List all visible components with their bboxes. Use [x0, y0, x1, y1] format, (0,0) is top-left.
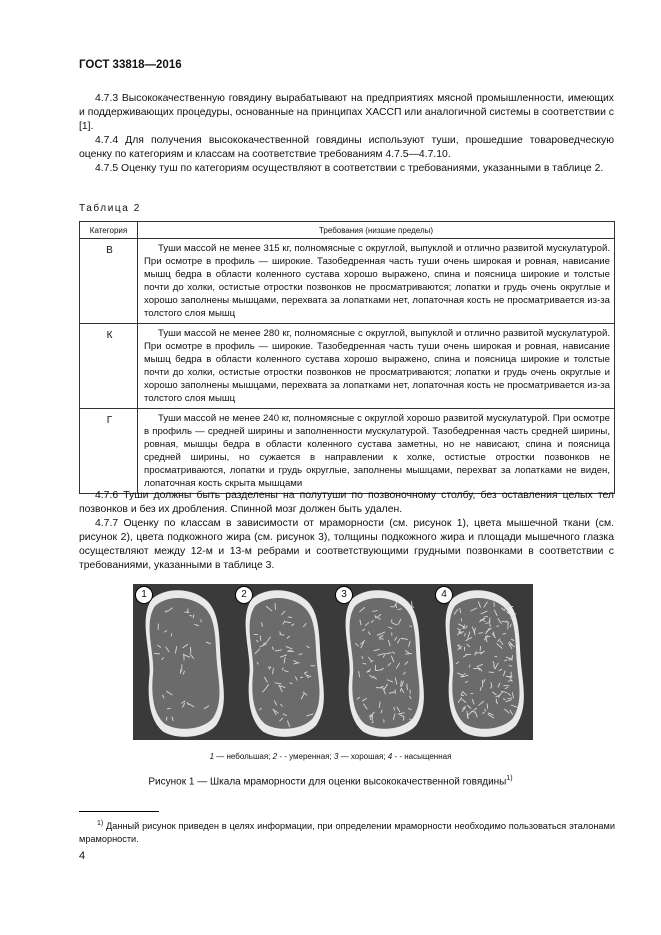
requirements-cell: Туши массой не менее 280 кг, полномясные с округлой, выпуклой и отлично развитой мускулатурой. При осмотре в профиль — широкие. Тазобедренная часть туши очень широкая и ровная, нависание мышц бедра в области коленного сустава хорошо выражено, спина и поясница широкие и толстые почти до холки, остистые отростки позвонков не просматриваются; лопатки и грудь очень округлые и хорошо заполнены мышцами, перехвата за лопатками нет, лопаточная кость не просматривается из-за толстого слоя мышц [138, 324, 615, 409]
panel-number: 2 [235, 586, 253, 604]
footnote-marker: 1) [97, 820, 104, 827]
meat-cross-section-image [433, 584, 533, 740]
paragraph-4-7-3: 4.7.3 Высококачественную говядину вырабатывают на предприятиях мясной промышленности, имеющих и поддерживающих процедуры, основанные на принципах ХАССП или аналогичной системы в соответствии с [1]. [79, 93, 614, 132]
marbling-panel-3 [333, 584, 433, 740]
meat-cross-section-image [333, 584, 433, 740]
marbling-figure [133, 584, 533, 740]
meat-cross-section-image [133, 584, 233, 740]
panel-number: 3 [335, 586, 353, 604]
category-cell: К [80, 324, 138, 409]
legend-number: 1 [209, 752, 215, 761]
panel-number: 4 [435, 586, 453, 604]
legend-label: — хорошая; [340, 752, 386, 761]
panel-number: 1 [135, 586, 153, 604]
footnote-divider [79, 811, 159, 812]
meat-cross-section-image [233, 584, 333, 740]
legend-number: 4 [387, 752, 393, 761]
page-number: 4 [79, 850, 86, 862]
figure-caption [0, 775, 661, 787]
category-cell: Г [80, 409, 138, 494]
marbling-panel-2 [233, 584, 333, 740]
paragraph-4-7-5: 4.7.5 Оценку туш по категориям осуществляют в соответствии с требованиями, указанными в таблице 2. [95, 163, 604, 174]
figure-legend [0, 752, 661, 761]
footnote [79, 817, 615, 846]
table-row [80, 239, 615, 324]
footnote-text: Данный рисунок приведен в целях информации, при определении мраморности необходимо пользоваться эталонами мраморности. [79, 821, 615, 845]
requirements-cell: Туши массой не менее 240 кг, полномясные с округлой хорошо развитой мускулатурой. При осмотре в профиль — средней ширины и заполненности мускулатурой. Тазобедренная часть средней ширины, ровная, мышцы бедра в области коленного сустава заметны, но не нависают, спина и поясница средней ширины, но сужается в направлении к холке, остистые отростки позвонков не просматриваются, лопатки и грудь округлые, заполнены мышцами, перехват за лопатками не виден, лопаточная кость скрыта мышцами [138, 409, 615, 494]
standard-header: ГОСТ 33818—2016 [79, 59, 182, 71]
paragraph-4-7-6: 4.7.6 Туши должны быть разделены на полутуши по позвоночному столбу, без оставления целых тел позвонков и без их дробления. Спинной мозг должен быть удален. [79, 490, 614, 515]
legend-label: — небольшая; [216, 752, 271, 761]
table-row [80, 409, 615, 494]
table-caption: Таблица 2 [79, 203, 141, 214]
paragraph-4-7-7: 4.7.7 Оценку по классам в зависимости от мраморности (см. рисунок 1), цвета мышечной ткани (см. рисунок 2), цвета подкожного жира (см. рисунок 3), толщины подкожного жира и площади мышечного глазка осуществляют между 12-м и 13-м ребрами и соответствующими грудными позвонками в соответствии с требованиями, указанными в таблице 3. [79, 518, 614, 571]
legend-number: 3 [333, 752, 339, 761]
legend-label: - - умеренная; [279, 752, 332, 761]
figure-caption-text: Рисунок 1 — Шкала мраморности для оценки высококачественной говядины [148, 776, 507, 788]
legend-number: 2 [272, 752, 278, 761]
requirements-table [79, 221, 615, 494]
marbling-panel-4 [433, 584, 533, 740]
column-header-requirements: Требования (низшие пределы) [138, 222, 615, 239]
requirements-cell: Туши массой не менее 315 кг, полномясные с округлой, выпуклой и отлично развитой мускулатурой. При осмотре в профиль — широкие. Тазобедренная часть туши очень широкая и ровная, нависание мышц бедра в области коленного сустава хорошо выражено, спина и поясница широкие и толстые почти до холки, остистые отростки позвонков не просматриваются; лопатки и грудь очень округлые и хорошо заполнены мышцами, перехвата за лопатками нет, лопаточная кость не просматривается из-за толстого слоя мышц [138, 239, 615, 324]
marbling-panel-1 [133, 584, 233, 740]
table-row [80, 324, 615, 409]
footnote-reference: 1) [506, 775, 513, 782]
column-header-category: Категория [80, 222, 138, 239]
category-cell: В [80, 239, 138, 324]
table-header-row [80, 222, 615, 239]
paragraph-4-7-4: 4.7.4 Для получения высококачественной говядины используют туши, прошедшие товароведческую оценку по категориям и классам на соответствие требованиям 4.7.5—4.7.10. [79, 135, 614, 160]
legend-label: - - насыщенная [394, 752, 452, 761]
